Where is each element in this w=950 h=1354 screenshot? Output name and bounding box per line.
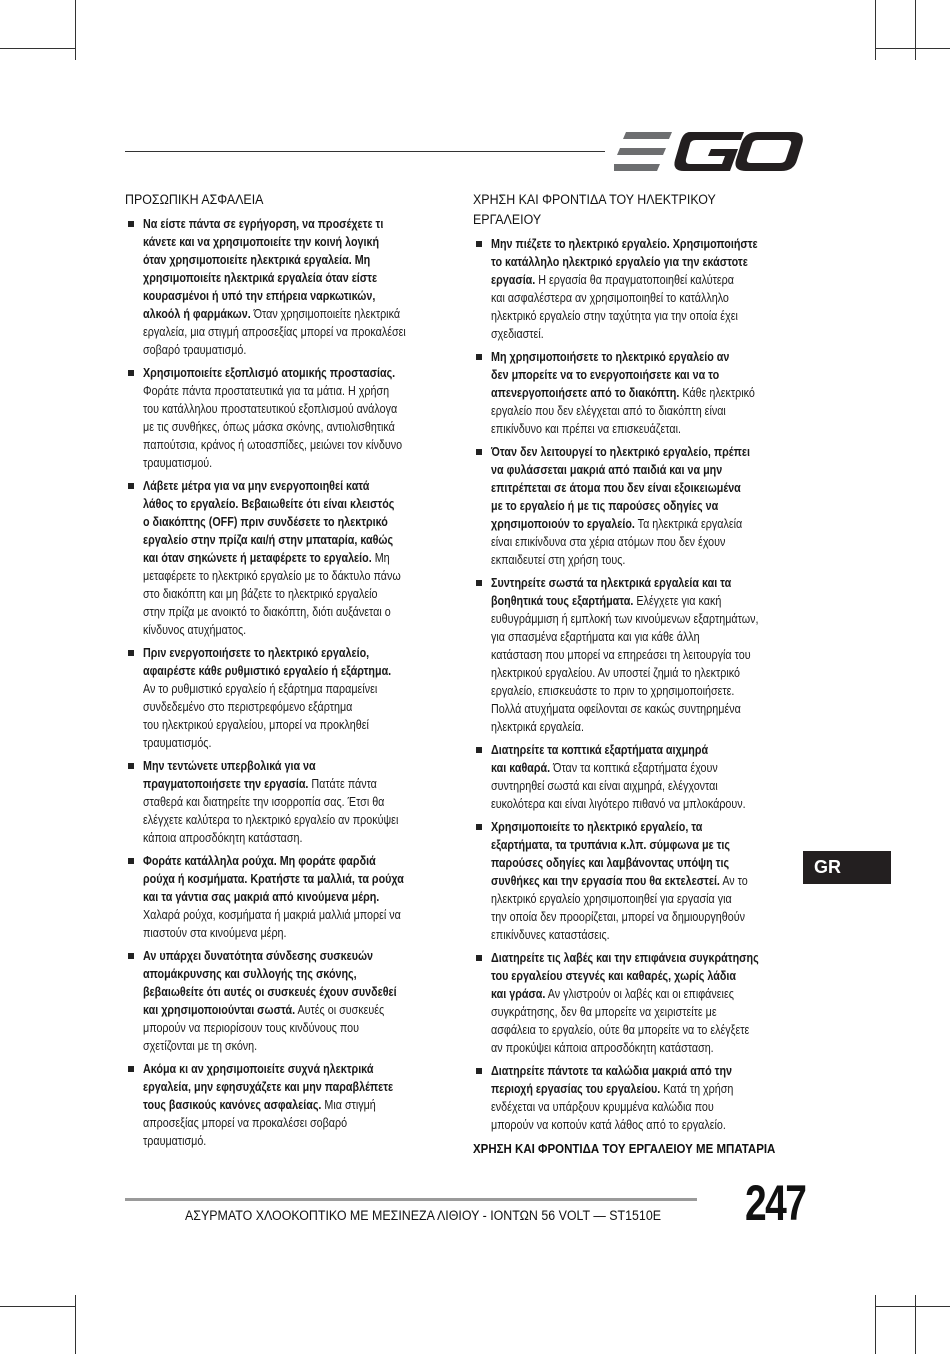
regular-text: κατάσταση που μπορεί να επηρεάσει τη λειτουργία του [491,648,751,662]
text-line [143,436,411,454]
bullet-square-icon [476,824,482,830]
text-line [491,610,761,628]
regular-text: Όταν τα κοπτικά εξαρτήματα έχουν [550,761,718,775]
text-line [143,793,411,811]
bold-text: κάνετε και να χρησιμοποιείτε την κοινή λογική [143,235,380,249]
bold-text: πραγματοποιήσετε την εργασία. [143,777,309,791]
regular-text: επικίνδυνες καταστάσεις. [491,928,610,942]
text-line [143,698,411,716]
bold-text: Διατηρείτε τα κοπτικά εξαρτήματα αιχμηρά [491,743,709,757]
text-line [143,1132,411,1150]
regular-text: εργαλείο που δεν ελέγχεται από το διακόπτη είναι [491,404,726,418]
regular-text: ευθυγράμμιση ή εμπλοκή των κινούμενων εξαρτημάτων, [491,612,759,626]
regular-text: Πολλά ατυχήματα οφείλονται σε κακώς συντηρημένα [491,702,741,716]
bold-text: Μην πιέζετε το ηλεκτρικό εργαλείο. Χρησιμοποιήστε [491,237,758,251]
text-line [491,646,761,664]
bullet-item [473,574,805,736]
bold-text: και όταν σηκώνετε ή μεταφέρετε το εργαλείο. [143,551,372,565]
text-line [491,235,761,253]
text-line [491,818,761,836]
text-line [491,854,761,872]
text-line [491,289,761,307]
text-line [491,777,761,795]
text-line [491,461,761,479]
bold-text: βοηθητικά τους εξαρτήματα. [491,594,634,608]
text-line [143,233,411,251]
text-line [491,718,761,736]
text-line [143,513,411,531]
bullet-item [473,949,805,1057]
regular-text: Χαλαρά ρούχα, κοσμήματα ή μακριά μαλλιά μπορεί να [143,908,401,922]
text-line [491,479,761,497]
regular-text: του ηλεκτρικού εργαλείου, μπορεί να προκληθεί [143,718,369,732]
bold-text: Πριν ενεργοποιήσετε το ηλεκτρικό εργαλείο, [143,646,370,660]
regular-text: Όταν χρησιμοποιείτε ηλεκτρικά [250,307,401,321]
bold-text: εργασία. [491,273,536,287]
regular-text: ηλεκτρικού εργαλείου. Αν υποστεί ζημιά το ηλεκτρικό [491,666,741,680]
bullet-square-icon [476,580,482,586]
bold-text: Μην τεντώνετε υπερβολικά για να [143,759,316,773]
text-line [143,341,411,359]
text-line [143,477,411,495]
text-line [143,924,411,942]
bullet-square-icon [128,483,134,489]
regular-text: μεταφέρετε το ηλεκτρικό εργαλείο με το δάκτυλο πάνω [143,569,401,583]
regular-text: είναι επικίνδυνα στα χέρια ατόμων που δεν έχουν [491,535,726,549]
text-line [491,949,761,967]
text-line [491,759,761,777]
bold-text: Χρησιμοποιείτε εξοπλισμό ατομικής προστασίας. [143,366,396,380]
bold-text: Λάβετε μέτρα για να μην ενεργοποιηθεί κατά [143,479,370,493]
text-line [491,1062,761,1080]
text-line [143,549,411,567]
text-line [143,269,411,287]
bullet-square-icon [476,1068,482,1074]
footer-title: ΑΣΥΡΜΑΤΟ ΧΛΟΟΚΟΠΤΙΚΟ ΜΕ ΜΕΣΙΝΕΖΑ ΛΙΘΙΟΥ - ΙΟΝΤΩΝ 56 VOLT — ST1510E [185,1208,662,1223]
text-line [491,926,761,944]
bold-text: αλκοόλ ή φαρμάκων. [143,307,251,321]
bold-text: και καθαρά. [491,761,551,775]
text-line [491,551,761,569]
text-line [143,757,411,775]
bold-text: Φοράτε κατάλληλα ρούχα. Μη φοράτε φαρδιά [143,854,376,868]
bold-text: εργαλεία, μην εφησυχάζετε και μην παραβλέπετε [143,1080,394,1094]
crop-mark [875,1295,876,1354]
bold-text: και τα γάντια σας μακριά από κινούμενα μέρη. [143,890,380,904]
text-line [491,1116,761,1134]
regular-text: για σπασμένα εξαρτήματα και για κάθε άλλη [491,630,700,644]
regular-text: ηλεκτρικά εργαλεία. [491,720,584,734]
bullet-square-icon [128,763,134,769]
bullet-square-icon [128,650,134,656]
bold-text: Διατηρείτε τις λαβές και την επιφάνεια συγκράτησης [491,951,759,965]
text-line [143,662,411,680]
bold-text: Ακόμα κι αν χρησιμοποιείτε συχνά ηλεκτρικά [143,1062,374,1076]
regular-text: συνδεδεμένο στο περιστρεφόμενο εξάρτημα [143,700,353,714]
text-line [491,1098,761,1116]
regular-text: με τις συνθήκες, όπως μάσκα σκόνης, αντιολισθητικά [143,420,395,434]
bullet-square-icon [128,221,134,227]
text-line [491,366,761,384]
regular-text: του κατάλληλου προστατευτικού εξοπλισμού ανάλογα [143,402,398,416]
section-heading: ΧΡΗΣΗ ΚΑΙ ΦΡΟΝΤΙΔΑ ΤΟΥ ΗΛΕΚΤΡΙΚΟΥ [473,192,716,207]
text-line [143,870,411,888]
text-line [491,253,761,271]
regular-text: Μια στιγμή [321,1098,376,1112]
text-line [491,1080,761,1098]
text-line [143,1019,411,1037]
bold-text: περιοχή εργασίας του εργαλείου. [491,1082,661,1096]
bullet-item [473,741,805,813]
bold-text: απομάκρυνσης και συλλογής της σκόνης, [143,967,357,981]
text-line [143,644,411,662]
language-tab: GR [803,851,891,884]
text-line [491,836,761,854]
regular-text: απροσεξίας μπορεί να προκαλέσει σοβαρό [143,1116,348,1130]
regular-text: Κατά τη χρήση [660,1082,734,1096]
regular-text: σοβαρό τραυματισμό. [143,343,247,357]
text-line [491,325,761,343]
bullet-item [473,443,805,569]
crop-mark [875,0,876,60]
regular-text: μπορούν να κοπούν κατά λάθος από το εργαλείο. [491,1118,726,1132]
regular-text: πιαστούν στα κινούμενα μέρη. [143,926,287,940]
text-line [143,287,411,305]
regular-text: μπορούν να περιορίσουν τους κινδύνους που [143,1021,360,1035]
regular-text: Αν το [719,874,748,888]
bullet-square-icon [128,953,134,959]
regular-text: κάποια απροσδόκητη κατάσταση. [143,831,303,845]
text-line [143,567,411,585]
text-line [491,795,761,813]
bold-text: απενεργοποιήσετε από το διακόπτη. [491,386,680,400]
bold-text: αφαιρέστε κάθε ρυθμιστικό εργαλείο ή εξάρτημα. [143,664,392,678]
regular-text: τραυματισμός. [143,736,212,750]
text-line [491,384,761,402]
regular-text: σταθερά και διατηρείτε την ισορροπία σας. Έτσι θα [143,795,385,809]
text-line [143,852,411,870]
bullet-list [473,235,805,1134]
text-line [143,305,411,323]
battery-tool-subheading: ΧΡΗΣΗ ΚΑΙ ΦΡΟΝΤΙΔΑ ΤΟΥ ΕΡΓΑΛΕΙΟΥ ΜΕ ΜΠΑΤΑΡΙΑ [473,1142,776,1156]
regular-text: παπούτσια, κράνος ή ωτοασπίδες, μειώνει τον κίνδυνο [143,438,403,452]
bullet-item [473,1062,805,1134]
text-line [143,418,411,436]
text-line [491,592,761,610]
bold-text: του εργαλείου στεγνές και καθαρές, χωρίς λάδια [491,969,736,983]
text-line [143,680,411,698]
header-rule [125,151,605,152]
regular-text: ηλεκτρικό εργαλείο χρησιμοποιηθεί για εργασία για [491,892,732,906]
text-line [143,1037,411,1055]
bold-text: Όταν δεν λειτουργεί το ηλεκτρικό εργαλείο, πρέπει [491,445,750,459]
crop-mark [0,48,75,49]
regular-text: ευκολότερα και είναι λιγότερο πιθανό να μπλοκάρουν. [491,797,746,811]
crop-mark [915,1295,916,1354]
footer-rule [125,1198,697,1201]
text-line [491,420,761,438]
bullet-square-icon [476,449,482,455]
bullet-square-icon [476,354,482,360]
bold-text: συνθήκες και την εργασία που θα εκτελεστεί. [491,874,720,888]
text-line [143,1078,411,1096]
regular-text: στην πρίζα με ανοικτό το διακόπτη, διότι αυξάνεται ο [143,605,391,619]
regular-text: και ασφαλέστερα αν χρησιμοποιηθεί το κατάλληλο [491,291,729,305]
text-line [491,628,761,646]
regular-text: επικίνδυνο και πρέπει να επισκευάζεται. [491,422,681,436]
text-line [491,908,761,926]
bullet-square-icon [476,241,482,247]
bullet-item [473,818,805,944]
text-line [143,603,411,621]
text-line [491,348,761,366]
bullet-square-icon [128,370,134,376]
regular-text: αν προκύψει κάποια απροσδόκητη κατάσταση. [491,1041,714,1055]
bold-text: Διατηρείτε πάντοτε τα καλώδια μακριά από την [491,1064,733,1078]
regular-text: ελέγχετε καλύτερα το ηλεκτρικό εργαλείο αν προκύψει [143,813,399,827]
ego-logo [614,128,804,174]
bold-text: και χρησιμοποιούνται σωστά. [143,1003,296,1017]
text-line [491,533,761,551]
text-line [143,323,411,341]
text-line [143,829,411,847]
bold-text: Μη χρησιμοποιήσετε το ηλεκτρικό εργαλείο αν [491,350,730,364]
bullet-item [125,757,455,847]
text-line [143,1096,411,1114]
text-line [143,1060,411,1078]
crop-mark [875,48,950,49]
bullet-item [125,364,455,472]
text-line [491,515,761,533]
text-line [491,497,761,515]
regular-text: Αν γλιστρούν οι λαβές και οι επιφάνειες [545,987,734,1001]
regular-text: σχετίζονται με τη σκόνη. [143,1039,258,1053]
text-line [143,621,411,639]
bold-text: χρησιμοποιείτε ηλεκτρικά εργαλεία όταν είστε [143,271,378,285]
bold-text: το κατάλληλο ηλεκτρικό εργαλείο για την εκάστοτε [491,255,748,269]
bullet-item [125,852,455,942]
bold-text: με το εργαλείο ή με τις παρούσες οδηγίες να [491,499,719,513]
bold-text: κουρασμένοι ή υπό την επήρεια ναρκωτικών, [143,289,376,303]
text-line [143,811,411,829]
bullet-item [473,235,805,343]
text-line [143,454,411,472]
text-line [143,716,411,734]
regular-text: συντηρηθεί σωστά και είναι αιχμηρά, ελέγχονται [491,779,718,793]
regular-text: Ελέγχετε για κακή [633,594,722,608]
text-line [491,574,761,592]
bold-text: ο διακόπτης (OFF) πριν συνδέσετε το ηλεκτρικό [143,515,388,529]
crop-mark [75,1295,76,1354]
text-line [491,1039,761,1057]
bold-text: Συντηρείτε σωστά τα ηλεκτρικά εργαλεία και τα [491,576,732,590]
text-line [491,1003,761,1021]
crop-mark [75,0,76,60]
text-line [491,682,761,700]
regular-text: Φοράτε πάντα προστατευτικά για τα μάτια. Η χρήση [143,384,390,398]
text-line [491,664,761,682]
crop-mark [875,1306,950,1307]
personal-safety-section [125,190,455,1155]
text-line [491,271,761,289]
text-line [143,983,411,1001]
bold-text: ρούχα ή κοσμήματα. Κρατήστε τα μαλλιά, τα ρούχα [143,872,404,886]
regular-text: εργαλεία, μια στιγμή απροσεξίας μπορεί να προκαλέσει [143,325,406,339]
text-line [143,251,411,269]
bold-text: να φυλάσσεται μακριά από παιδιά και να μην [491,463,723,477]
bold-text: εργαλείο στην πρίζα και/ή στην μπαταρία, καθώς [143,533,394,547]
bullet-square-icon [128,1066,134,1072]
bullet-item [473,348,805,438]
text-line [143,531,411,549]
bullet-item [125,215,455,359]
regular-text: ενδέχεται να υπάρξουν κρυμμένα καλώδια που [491,1100,714,1114]
bullet-square-icon [476,747,482,753]
regular-text: Η εργασία θα πραγματοποιηθεί καλύτερα [535,273,734,287]
text-line [491,307,761,325]
text-line [143,364,411,382]
section-heading: ΕΡΓΑΛΕΙΟΥ [473,212,542,227]
regular-text: Πατάτε πάντα [308,777,377,791]
text-line [491,700,761,718]
text-line [491,402,761,420]
bold-text: Να είστε πάντα σε εγρήγορση, να προσέχετε τι [143,217,384,231]
text-line [143,382,411,400]
text-line [143,775,411,793]
section-heading: ΠΡΟΣΩΠΙΚΗ ΑΣΦΑΛΕΙΑ [125,192,264,207]
regular-text: Τα ηλεκτρικά εργαλεία [634,517,743,531]
bold-text: Χρησιμοποιείτε το ηλεκτρικό εργαλείο, τα [491,820,703,834]
text-line [143,734,411,752]
regular-text: εκπαιδευτεί στη χρήση τους. [491,553,626,567]
regular-text: Μη [371,551,390,565]
bullet-item [125,477,455,639]
crop-mark [915,0,916,60]
regular-text: συγκράτησης, δεν θα μπορείτε να χειριστείτε με [491,1005,717,1019]
bullet-square-icon [128,858,134,864]
bold-text: χρησιμοποιούν το εργαλείο. [491,517,635,531]
bold-text: Αν υπάρχει δυνατότητα σύνδεσης συσκευών [143,949,374,963]
regular-text: Κάθε ηλεκτρικό [679,386,755,400]
text-line [143,947,411,965]
text-line [143,888,411,906]
regular-text: τραυματισμό. [143,1134,207,1148]
tool-use-section [473,190,805,1159]
bullet-square-icon [476,955,482,961]
regular-text: την οποία δεν προορίζεται, μπορεί να δημιουργηθούν [491,910,745,924]
bold-text: και γράσα. [491,987,546,1001]
regular-text: εργαλείο, επισκευάστε το πριν το χρησιμοποιήσετε. [491,684,735,698]
text-line [491,741,761,759]
bold-text: όταν χρησιμοποιείτε ηλεκτρικά εργαλεία. Μη [143,253,371,267]
bold-text: παρούσες οδηγίες και λαμβάνοντας υπόψη τις [491,856,730,870]
text-line [143,215,411,233]
bullet-item [125,947,455,1055]
bold-text: επιτρέπεται σε άτομα που δεν είναι εξοικειωμένα [491,481,741,495]
bold-text: τους βασικούς κανόνες ασφαλείας. [143,1098,322,1112]
regular-text: κίνδυνος ατυχήματος. [143,623,247,637]
bold-text: βεβαιωθείτε ότι αυτές οι συσκευές έχουν συνδεθεί [143,985,397,999]
bullet-list [125,215,455,1150]
text-line [143,906,411,924]
text-line [143,1001,411,1019]
page-number: 247 [745,1175,806,1231]
text-line [143,400,411,418]
regular-text: Αυτές οι συσκευές [295,1003,385,1017]
text-line [491,967,761,985]
regular-text: στο διακόπτη και μη βάζετε το ηλεκτρικό εργαλείο [143,587,378,601]
bullet-item [125,644,455,752]
regular-text: Αν το ρυθμιστικό εργαλείο ή εξάρτημα παραμείνει [143,682,378,696]
text-line [143,1114,411,1132]
text-line [491,985,761,1003]
text-line [143,585,411,603]
bold-text: εξαρτήματα, τα τρυπάνια κ.λπ. σύμφωνα με τις [491,838,730,852]
regular-text: σχεδιαστεί. [491,327,544,341]
text-line [491,443,761,461]
bold-text: λάθος το εργαλείο. Βεβαιωθείτε ότι είναι κλειστός [143,497,395,511]
crop-mark [0,1306,75,1307]
bullet-item [125,1060,455,1150]
regular-text: ασφάλεια το εργαλείο, ούτε θα μπορείτε να το ελέγξετε [491,1023,750,1037]
regular-text: ηλεκτρικό εργαλείο στην ταχύτητα για την οποία έχει [491,309,738,323]
text-line [143,495,411,513]
text-line [491,872,761,890]
text-line [491,1021,761,1039]
text-line [143,965,411,983]
text-line [491,890,761,908]
regular-text: τραυματισμού. [143,456,213,470]
bold-text: δεν μπορείτε να το ενεργοποιήσετε και να το [491,368,720,382]
